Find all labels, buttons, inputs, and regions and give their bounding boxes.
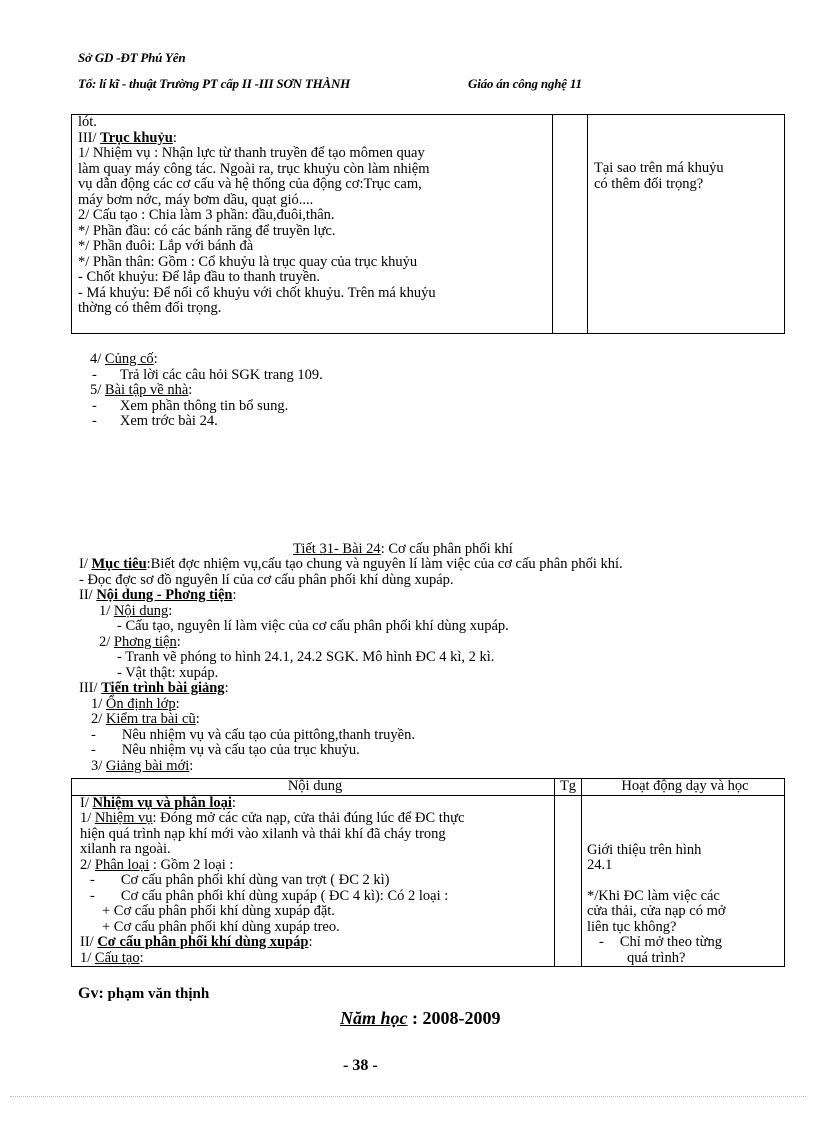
table2-time-cell	[555, 795, 582, 967]
table2-content: I/ Nhiệm vụ và phân loại: 1/ Nhiệm vụ: Đóng mở các cửa nạp, cửa thải đúng lúc để ĐC thực hiện quá trình nạp khí mới vào xilanh và thải khí đã cháy trong xilanh ra ngoài. 2/ Phân loại : Gồm 2 loại : - Cơ cấu phân phối khí dùng van trợt ( ĐC 2 kì) - Cơ cấu phân phối khí dùng xupáp ( ĐC 4 kì): Có 2 loại : + Cơ cấu phân phối khí dùng xupáp đặt. + Cơ cấu phân phối khí dùng xupáp treo. II/ Cơ cấu phân phối khí dùng xupáp: 1/ Cấu tạo:	[72, 795, 555, 967]
teacher-name: Gv: phạm văn thịnh	[78, 985, 210, 1002]
section-title-truc-khuyu: Trục khuỷu	[100, 129, 173, 146]
lesson-title: Tiết 31- Bài 24: Cơ cấu phân phối khí	[293, 541, 513, 557]
col-header-activity: Hoạt động dạy và học	[582, 779, 785, 796]
table1-time-cell	[553, 115, 588, 334]
col-header-time: Tg	[555, 779, 582, 796]
table1-activity	[588, 115, 785, 334]
question-line1: Tại sao trên má khuỷu	[594, 160, 724, 176]
page-number: - 38 -	[343, 1057, 378, 1074]
question-line2: có thêm đối trọng?	[594, 175, 704, 192]
table1-content: lót. III/ Trục khuỷu: 1/ Nhiệm vụ : Nhận lực từ thanh truyền để tạo mômen quay làm quay máy công tác. Ngoài ra, trục khuỷu còn làm nhiệm vụ dẫn động các cơ cấu và hệ thống của động cơ:Trục cam, máy bơm nớc, máy bơm dầu, quạt gió.... 2/ Cấu tạo : Chia làm 3 phần: đầu,đuôi,thân. */ Phần đầu: có các bánh răng để truyền lực. */ Phần đuôi: Lắp với bánh đà */ Phần thân: Gồm : Cổ khuỷu là trục quay của trục khuỷu - Chốt khuỷu: Để lắp đầu to thanh truyền. - Má khuỷu: Để nối cổ khuỷu với chốt khuỷu. Trên má khuỷu thờng có thêm đối trọng.	[72, 115, 553, 334]
table2-activity: Giới thiệu trên hình 24.1 */Khi ĐC làm việc các cửa thải, cửa nạp có mở liên tục không? - Chỉ mở theo từng quá trình?	[582, 795, 785, 967]
lesson-body: I/ Mục tiêu:Biết đợc nhiệm vụ,cấu tạo chung và nguyên lí làm việc của cơ cấu phân phối khí. - Đọc đợc sơ đồ nguyên lí của cơ cấu phân phối khí dùng xupáp. II/ Nội dung - Phơng tiện: 1/ Nội dung: - Cấu tạo, nguyên lí làm việc của cơ cấu phân phối khí dùng xupáp. 2/ Phơng tiện: - Tranh vẽ phóng to hình 24.1, 24.2 SGK. Mô hình ĐC 4 kì, 2 kì. - Vật thật: xupáp. III/ Tiến trình bài giảng: 1/ Ổn định lớp: 2/ Kiểm tra bài cũ: - Nêu nhiệm vụ và cấu tạo của pittông,thanh truyền. - Nêu nhiệm vụ và cấu tạo của trục khuỷu. 3/ Giảng bài mới:	[79, 556, 623, 774]
header-line1: Sở GD -ĐT Phú Yên	[78, 50, 186, 65]
page-bottom-divider	[10, 1096, 806, 1097]
consolidation-block: 4/ Củng cố: - Trả lời các câu hỏi SGK trang 109. 5/ Bài tập về nhà: - Xem phần thông tin bổ sung. - Xem trớc bài 24.	[90, 351, 323, 429]
header-subject: Giáo án công nghệ 11	[468, 76, 582, 91]
header-school: Tổ: lí kĩ - thuật Trường PT cấp II -III SƠN THÀNH	[78, 76, 351, 91]
table-lesson-content	[71, 778, 785, 967]
col-header-content: Nội dung	[72, 779, 555, 796]
school-year: Năm học : 2008-2009	[340, 1008, 501, 1028]
table-trucs-khuyu	[71, 114, 785, 334]
